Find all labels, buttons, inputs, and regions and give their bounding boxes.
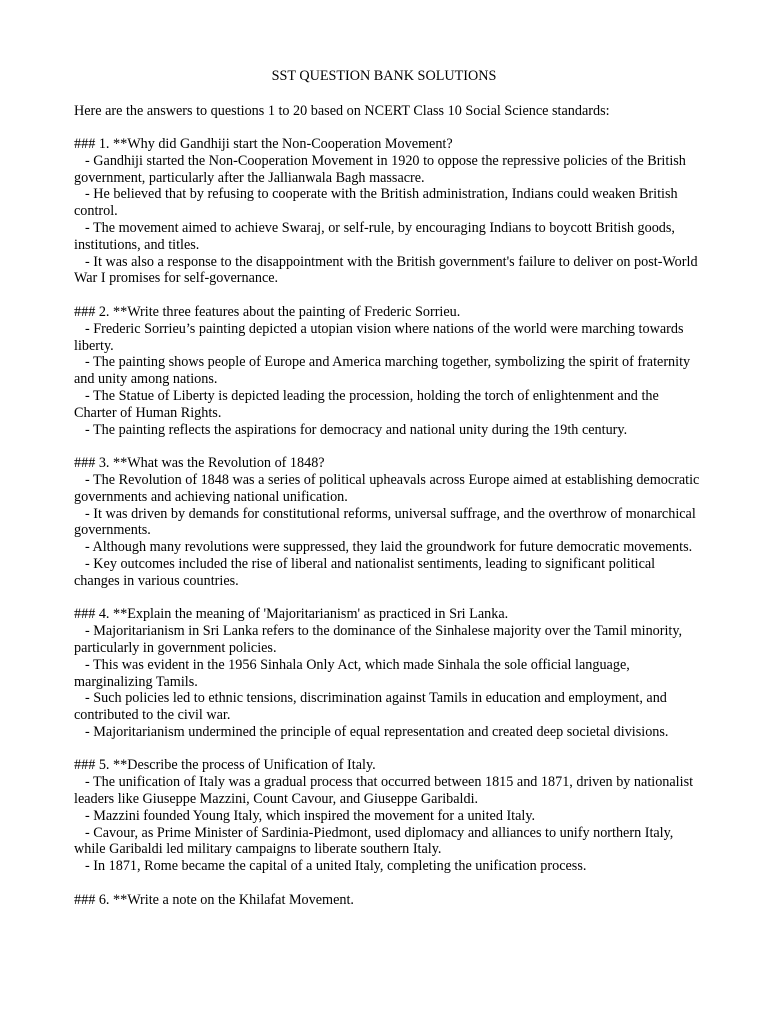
answer-point: - Such policies led to ethnic tensions, discrimination against Tamils in education and employment, and contributed to the civil war. <box>74 690 667 724</box>
answer-point: - Cavour, as Prime Minister of Sardinia-Piedmont, used diplomacy and alliances to unify northern Italy, while Garibaldi led military campaigns to liberate southern Italy. <box>74 824 674 858</box>
answers-body <box>74 136 704 925</box>
question-heading: ### 3. **What was the Revolution of 1848? <box>74 455 325 472</box>
question-section-1 <box>74 136 704 287</box>
answer-point: - The unification of Italy was a gradual process that occurred between 1815 and 1871, driven by nationalist leaders like Giuseppe Mazzini, Count Cavour, and Giuseppe Garibaldi. <box>74 774 694 808</box>
answer-point: - Majoritarianism undermined the principle of equal representation and created deep societal divisions. <box>85 723 669 740</box>
intro-paragraph: Here are the answers to questions 1 to 20 based on NCERT Class 10 Social Science standards: <box>74 103 610 119</box>
answer-point: - Mazzini founded Young Italy, which inspired the movement for a united Italy. <box>85 807 536 824</box>
question-heading: ### 6. **Write a note on the Khilafat Movement. <box>74 891 354 908</box>
answer-point: - The Revolution of 1848 was a series of political upheavals across Europe aimed at establishing democratic governments and achieving national unification. <box>74 471 700 505</box>
question-heading: ### 2. **Write three features about the painting of Frederic Sorrieu. <box>74 303 461 320</box>
answer-point: - It was driven by demands for constitutional reforms, universal suffrage, and the overthrow of monarchical governments. <box>74 505 696 539</box>
question-section-6 <box>74 892 704 909</box>
document-title: SST QUESTION BANK SOLUTIONS <box>271 68 497 84</box>
answer-point: - The Statue of Liberty is depicted leading the procession, holding the torch of enlightenment and the Charter of Human Rights. <box>74 387 659 421</box>
answer-point: - The movement aimed to achieve Swaraj, or self-rule, by encouraging Indians to boycott British goods, institutions, and titles. <box>74 219 675 253</box>
question-heading: ### 4. **Explain the meaning of 'Majoritarianism' as practiced in Sri Lanka. <box>74 606 509 623</box>
answer-point: - This was evident in the 1956 Sinhala Only Act, which made Sinhala the sole official language, marginalizing Tamils. <box>74 656 630 690</box>
question-section-3 <box>74 455 704 589</box>
answer-point: - It was also a response to the disappointment with the British government's failure to deliver on post-World War I promises for self-governance. <box>74 253 698 287</box>
question-section-2 <box>74 304 704 438</box>
answer-point: - Majoritarianism in Sri Lanka refers to the dominance of the Sinhalese majority over the Tamil minority, particularly in government policies. <box>74 623 683 656</box>
answer-point: - Although many revolutions were suppressed, they laid the groundwork for future democratic movements. <box>85 539 693 556</box>
question-heading: ### 1. **Why did Gandhiji start the Non-Cooperation Movement? <box>74 136 453 152</box>
question-heading: ### 5. **Describe the process of Unification of Italy. <box>74 757 376 774</box>
answer-point: - In 1871, Rome became the capital of a united Italy, completing the unification process. <box>85 858 587 875</box>
question-section-5 <box>74 757 704 875</box>
answer-point: - He believed that by refusing to cooperate with the British administration, Indians could weaken British control. <box>74 186 678 220</box>
answer-point: - The painting reflects the aspirations for democracy and national unity during the 19th century. <box>85 421 628 438</box>
answer-point: - The painting shows people of Europe and America marching together, symbolizing the spirit of fraternity and unity among nations. <box>74 354 691 388</box>
answer-point: - Gandhiji started the Non-Cooperation Movement in 1920 to oppose the repressive policies of the British government, particularly after the Jallianwala Bagh massacre. <box>74 152 686 186</box>
answer-point: - Key outcomes included the rise of liberal and nationalist sentiments, leading to significant political changes in various countries. <box>74 555 656 589</box>
answer-point: - Frederic Sorrieu’s painting depicted a utopian vision where nations of the world were marching towards liberty. <box>74 320 684 354</box>
question-section-4 <box>74 606 704 740</box>
